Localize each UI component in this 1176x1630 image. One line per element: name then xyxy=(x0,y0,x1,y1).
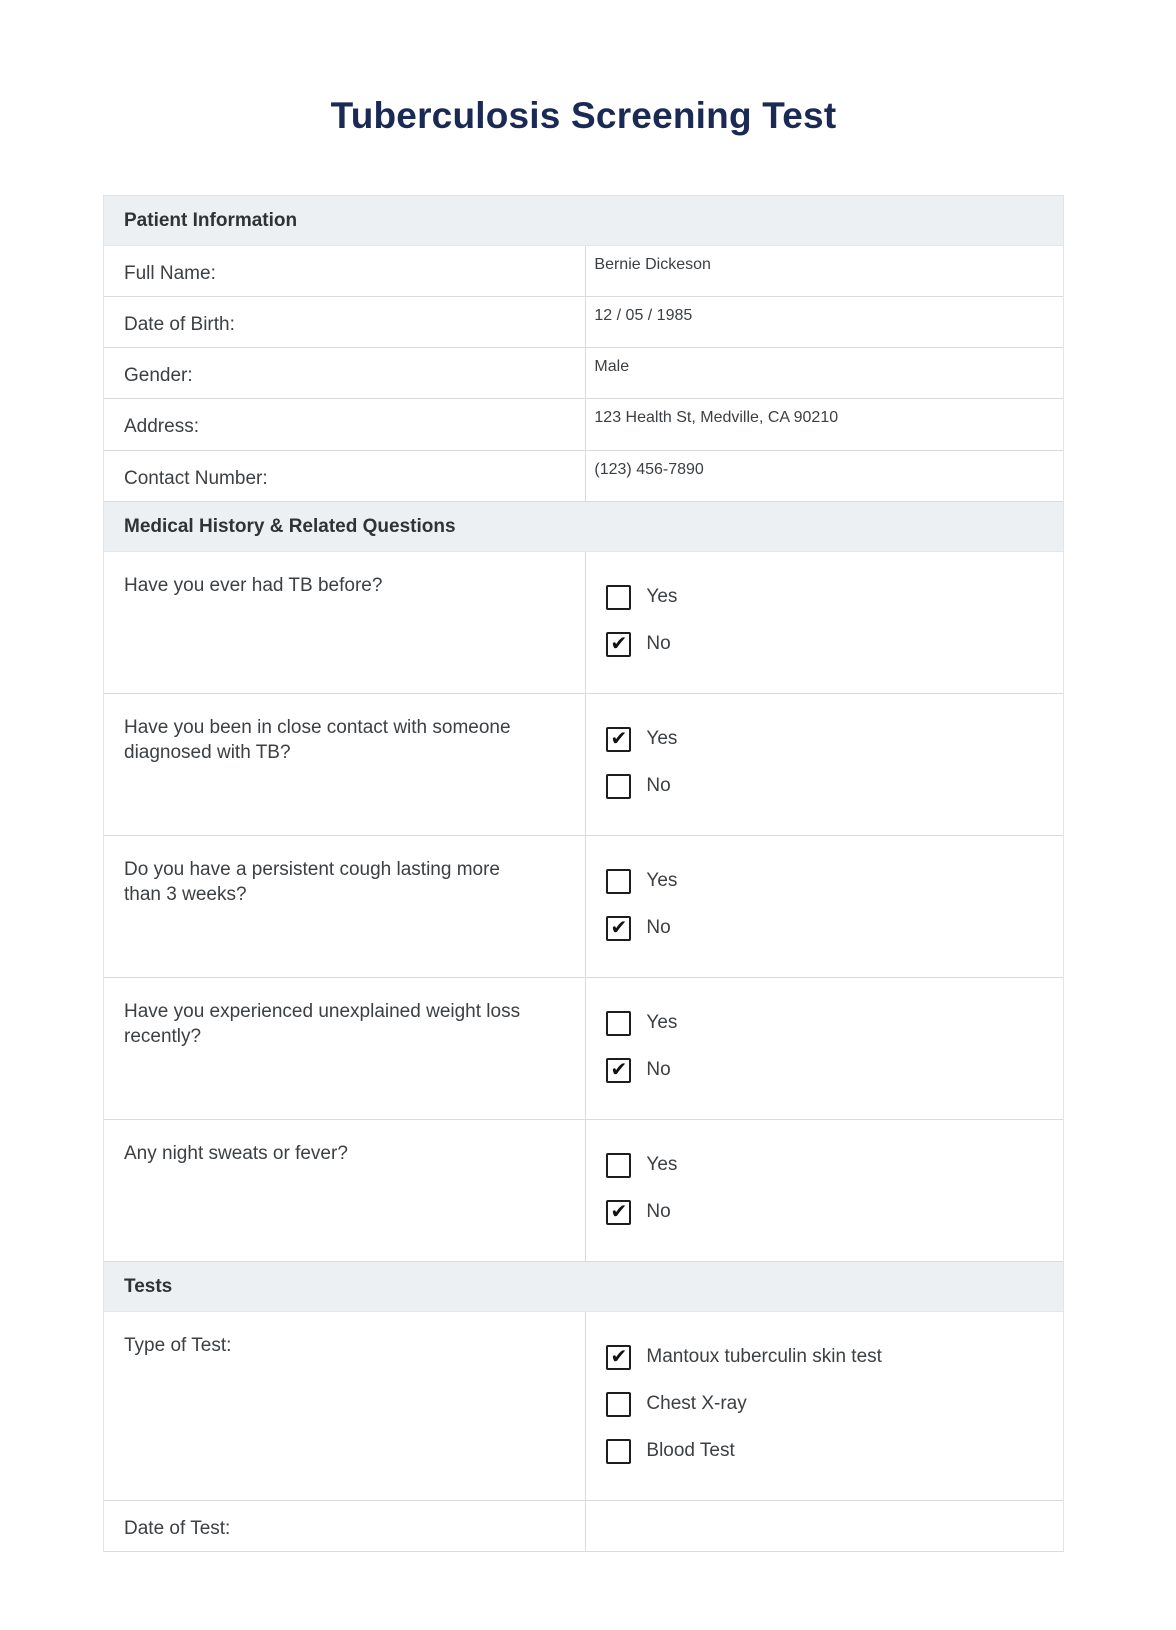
yes-option[interactable] xyxy=(606,585,1047,610)
gender-value[interactable]: Male xyxy=(585,348,1063,398)
yes-no-options xyxy=(594,845,1047,969)
gender-label: Gender: xyxy=(124,365,193,387)
yes-no-options xyxy=(594,561,1047,685)
address-value[interactable]: 123 Health St, Medville, CA 90210 xyxy=(585,399,1063,449)
yes-label: Yes xyxy=(646,585,678,607)
yes-label: Yes xyxy=(646,1011,678,1033)
no-option[interactable] xyxy=(606,774,1047,799)
type-of-test-label: Type of Test: xyxy=(124,1334,232,1356)
no-label: No xyxy=(646,916,671,938)
row-question-had-tb-before xyxy=(104,552,1063,694)
yes-no-options xyxy=(594,703,1047,827)
row-date-of-test xyxy=(104,1501,1063,1551)
yes-option[interactable] xyxy=(606,727,1047,752)
no-label: No xyxy=(646,774,671,796)
no-option[interactable] xyxy=(606,916,1047,941)
question-text: Do you have a persistent cough lasting more than 3 weeks? xyxy=(124,858,500,905)
row-question-night-sweats xyxy=(104,1120,1063,1262)
blood-test-label: Blood Test xyxy=(646,1439,735,1461)
row-question-weight-loss xyxy=(104,978,1063,1120)
question-text: Have you experienced unexplained weight loss recently? xyxy=(124,1000,521,1047)
row-gender xyxy=(104,348,1063,399)
yes-checkbox[interactable] xyxy=(606,727,631,752)
no-checkbox[interactable] xyxy=(606,632,631,657)
yes-no-options xyxy=(594,987,1047,1111)
row-date-of-birth xyxy=(104,297,1063,348)
yes-option[interactable] xyxy=(606,1153,1047,1178)
yes-label: Yes xyxy=(646,869,678,891)
date-of-birth-value[interactable]: 12 / 05 / 1985 xyxy=(585,297,1063,347)
yes-no-options xyxy=(594,1129,1047,1253)
chest-xray-option[interactable] xyxy=(606,1392,1047,1417)
address-label: Address: xyxy=(124,416,199,438)
section-header-tests: Tests xyxy=(104,1262,1063,1312)
yes-checkbox[interactable] xyxy=(606,1153,631,1178)
row-question-persistent-cough xyxy=(104,836,1063,978)
no-option[interactable] xyxy=(606,1200,1047,1225)
no-checkbox[interactable] xyxy=(606,1058,631,1083)
test-type-options xyxy=(594,1321,1047,1492)
no-checkbox[interactable] xyxy=(606,774,631,799)
no-label: No xyxy=(646,1058,671,1080)
no-checkbox[interactable] xyxy=(606,916,631,941)
no-label: No xyxy=(646,632,671,654)
full-name-value[interactable]: Bernie Dickeson xyxy=(585,246,1063,296)
date-of-test-value[interactable] xyxy=(585,1501,1063,1551)
yes-checkbox[interactable] xyxy=(606,869,631,894)
blood-test-option[interactable] xyxy=(606,1439,1047,1464)
mantoux-test-checkbox[interactable] xyxy=(606,1345,631,1370)
yes-label: Yes xyxy=(646,727,678,749)
question-text: Any night sweats or fever? xyxy=(124,1142,348,1164)
no-checkbox[interactable] xyxy=(606,1200,631,1225)
no-option[interactable] xyxy=(606,1058,1047,1083)
yes-option[interactable] xyxy=(606,869,1047,894)
section-header-medical-history: Medical History & Related Questions xyxy=(104,502,1063,552)
row-type-of-test xyxy=(104,1312,1063,1501)
date-of-birth-label: Date of Birth: xyxy=(124,314,235,336)
date-of-test-label: Date of Test: xyxy=(124,1517,231,1539)
blood-test-checkbox[interactable] xyxy=(606,1439,631,1464)
yes-label: Yes xyxy=(646,1153,678,1175)
contact-number-label: Contact Number: xyxy=(124,467,268,489)
section-header-patient-information: Patient Information xyxy=(104,196,1063,246)
row-question-close-contact xyxy=(104,694,1063,836)
yes-checkbox[interactable] xyxy=(606,1011,631,1036)
yes-option[interactable] xyxy=(606,1011,1047,1036)
mantoux-test-option[interactable] xyxy=(606,1345,1047,1370)
screening-form xyxy=(103,195,1064,1551)
row-address xyxy=(104,399,1063,450)
mantoux-test-label: Mantoux tuberculin skin test xyxy=(646,1345,882,1367)
contact-number-value[interactable]: (123) 456-7890 xyxy=(585,451,1063,501)
page-title: Tuberculosis Screening Test xyxy=(330,95,837,136)
chest-xray-checkbox[interactable] xyxy=(606,1392,631,1417)
no-label: No xyxy=(646,1200,671,1222)
row-full-name xyxy=(104,246,1063,297)
row-contact-number xyxy=(104,451,1063,502)
question-text: Have you been in close contact with someone diagnosed with TB? xyxy=(124,716,511,763)
chest-xray-label: Chest X-ray xyxy=(646,1392,747,1414)
no-option[interactable] xyxy=(606,632,1047,657)
full-name-label: Full Name: xyxy=(124,263,216,285)
yes-checkbox[interactable] xyxy=(606,585,631,610)
question-text: Have you ever had TB before? xyxy=(124,574,383,596)
